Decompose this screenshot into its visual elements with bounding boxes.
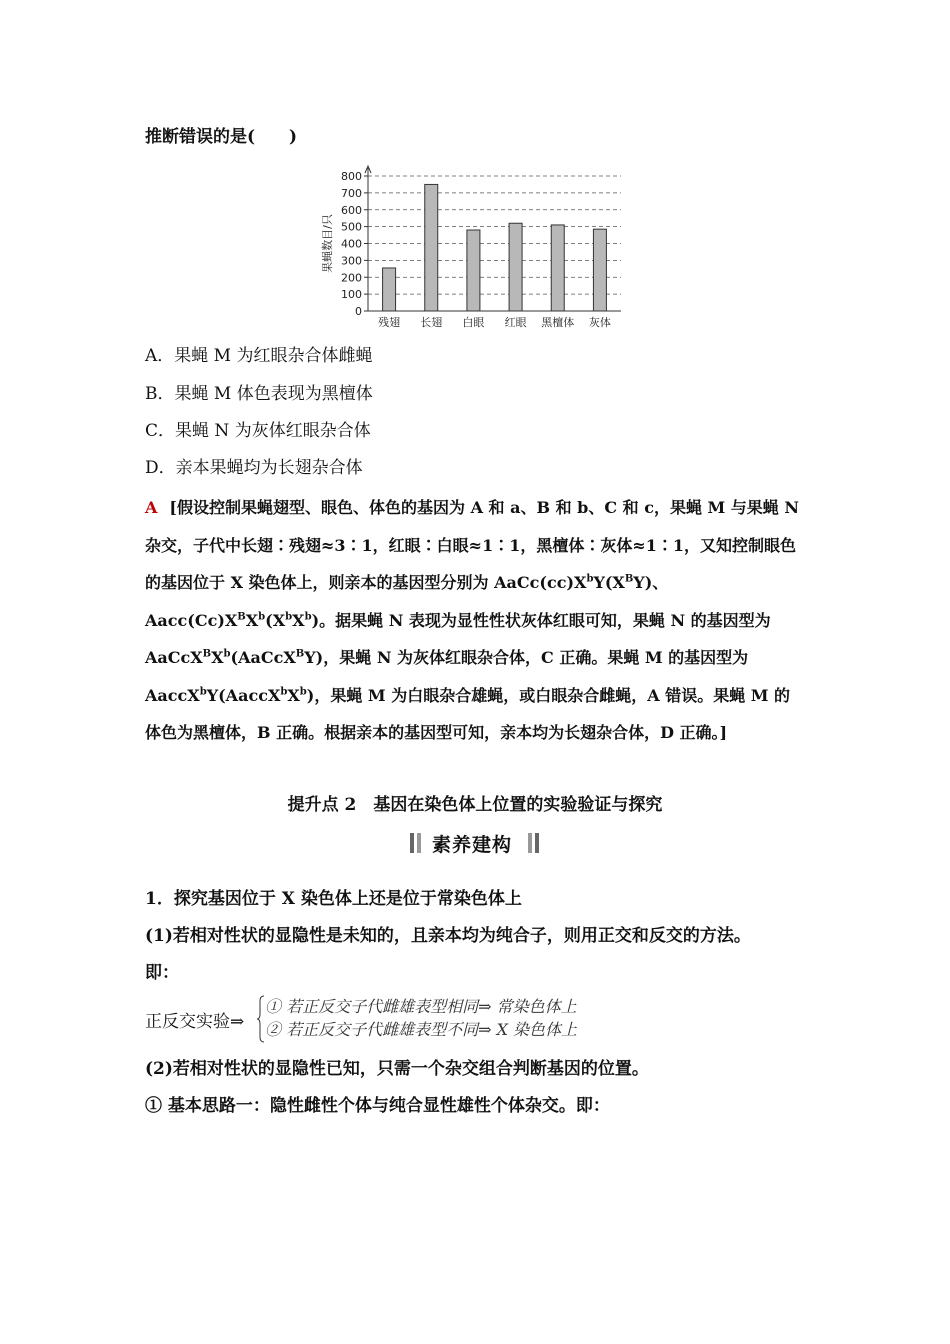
question-stem: 推断错误的是( ) (145, 127, 298, 147)
option-b: B．果蝇 M 体色表现为黑檀体 (145, 384, 373, 404)
y-tick-label: 600 (341, 203, 362, 217)
brace-item-1: ① 若正反交子代雌雄表型相同⇒ 常染色体上 (265, 997, 577, 1016)
bar (467, 230, 480, 311)
bar (509, 223, 522, 311)
y-tick-label: 800 (341, 170, 362, 183)
answer-letter: A (145, 498, 158, 517)
paragraph-4: (2)若相对性状的显隐性已知，只需一个杂交组合判断基因的位置。 (145, 1059, 649, 1079)
x-tick-label: 红眼 (504, 316, 527, 329)
section-banner (410, 830, 542, 856)
x-tick-label: 残翅 (378, 316, 401, 329)
explanation: A [假设控制果蝇翅型、眼色、体色的基因为 A 和 a、B 和 b、C 和 c，果蝇 M 与果蝇 N 杂交，子代中长翅∶残翅≈3∶1，红眼∶白眼≈1∶1，黑檀体∶灰体≈1∶1，又知控制眼色的基因位于 X 染色体上，则亲本的基因型分别为 $AaCc(cc)X^bY(X^BY)$、$Aacc(Cc)X^BX^b(X^bX^b)$。据果蝇 N 表现为显性性状灰体红眼可知，果蝇 N 的基因型为 $AaCcX^BX^b(AaCcX^BY)$，果蝇 N 为灰体红眼杂合体，C 正确。果蝇 M 的基因型为 $AaccX^bY(AaccX^bX^b)$，果蝇 M 为白眼杂合雄蝇，或白眼杂合雌蝇，A 错误。果蝇 M 的体色为黑檀体，B 正确。根据亲本的基因型可知，亲本均为长翅杂合体，D 正确。] (145, 498, 800, 742)
y-tick-label: 500 (341, 220, 362, 234)
x-tick-label: 灰体 (588, 316, 611, 329)
x-tick-label: 白眼 (462, 316, 485, 329)
paragraph-3: 即： (145, 963, 179, 983)
option-d: D．亲本果蝇均为长翅杂合体 (145, 458, 363, 478)
bar (551, 225, 564, 311)
y-tick-label: 300 (341, 254, 362, 268)
banner-text: 素养建构 (432, 834, 513, 856)
paragraph-2: (1)若相对性状的显隐性是未知的，且亲本均为纯合子，则用正交和反交的方法。 (145, 926, 751, 946)
paragraph-1: 1．探究基因位于 X 染色体上还是位于常染色体上 (145, 889, 522, 909)
y-tick-label: 0 (355, 305, 362, 318)
y-tick-label: 200 (341, 271, 362, 285)
section-title: 提升点 2 基因在染色体上位置的实验验证与探究 (287, 795, 663, 815)
option-c: C．果蝇 N 为灰体红眼杂合体 (145, 421, 371, 441)
bar (593, 229, 606, 311)
brace-icon (257, 995, 265, 1043)
y-tick-label: 700 (341, 186, 362, 200)
x-tick-label: 长翅 (420, 316, 443, 329)
y-tick-label: 400 (341, 237, 362, 251)
x-tick-label: 黑檀体 (541, 316, 575, 329)
y-tick-label: 100 (341, 288, 362, 302)
option-a: A．果蝇 M 为红眼杂合体雌蝇 (145, 346, 373, 366)
bar (425, 184, 438, 311)
bar-chart (315, 164, 645, 334)
paragraph-5: ① 基本思路一：隐性雌性个体与纯合显性雄性个体杂交。即： (145, 1096, 610, 1116)
y-axis-label: 果蝇数目/只 (321, 214, 334, 273)
brace-label: 正反交实验⇒ (145, 1012, 245, 1032)
bar (383, 268, 396, 311)
brace-item-2: ② 若正反交子代雌雄表型不同⇒ X 染色体上 (265, 1020, 578, 1039)
